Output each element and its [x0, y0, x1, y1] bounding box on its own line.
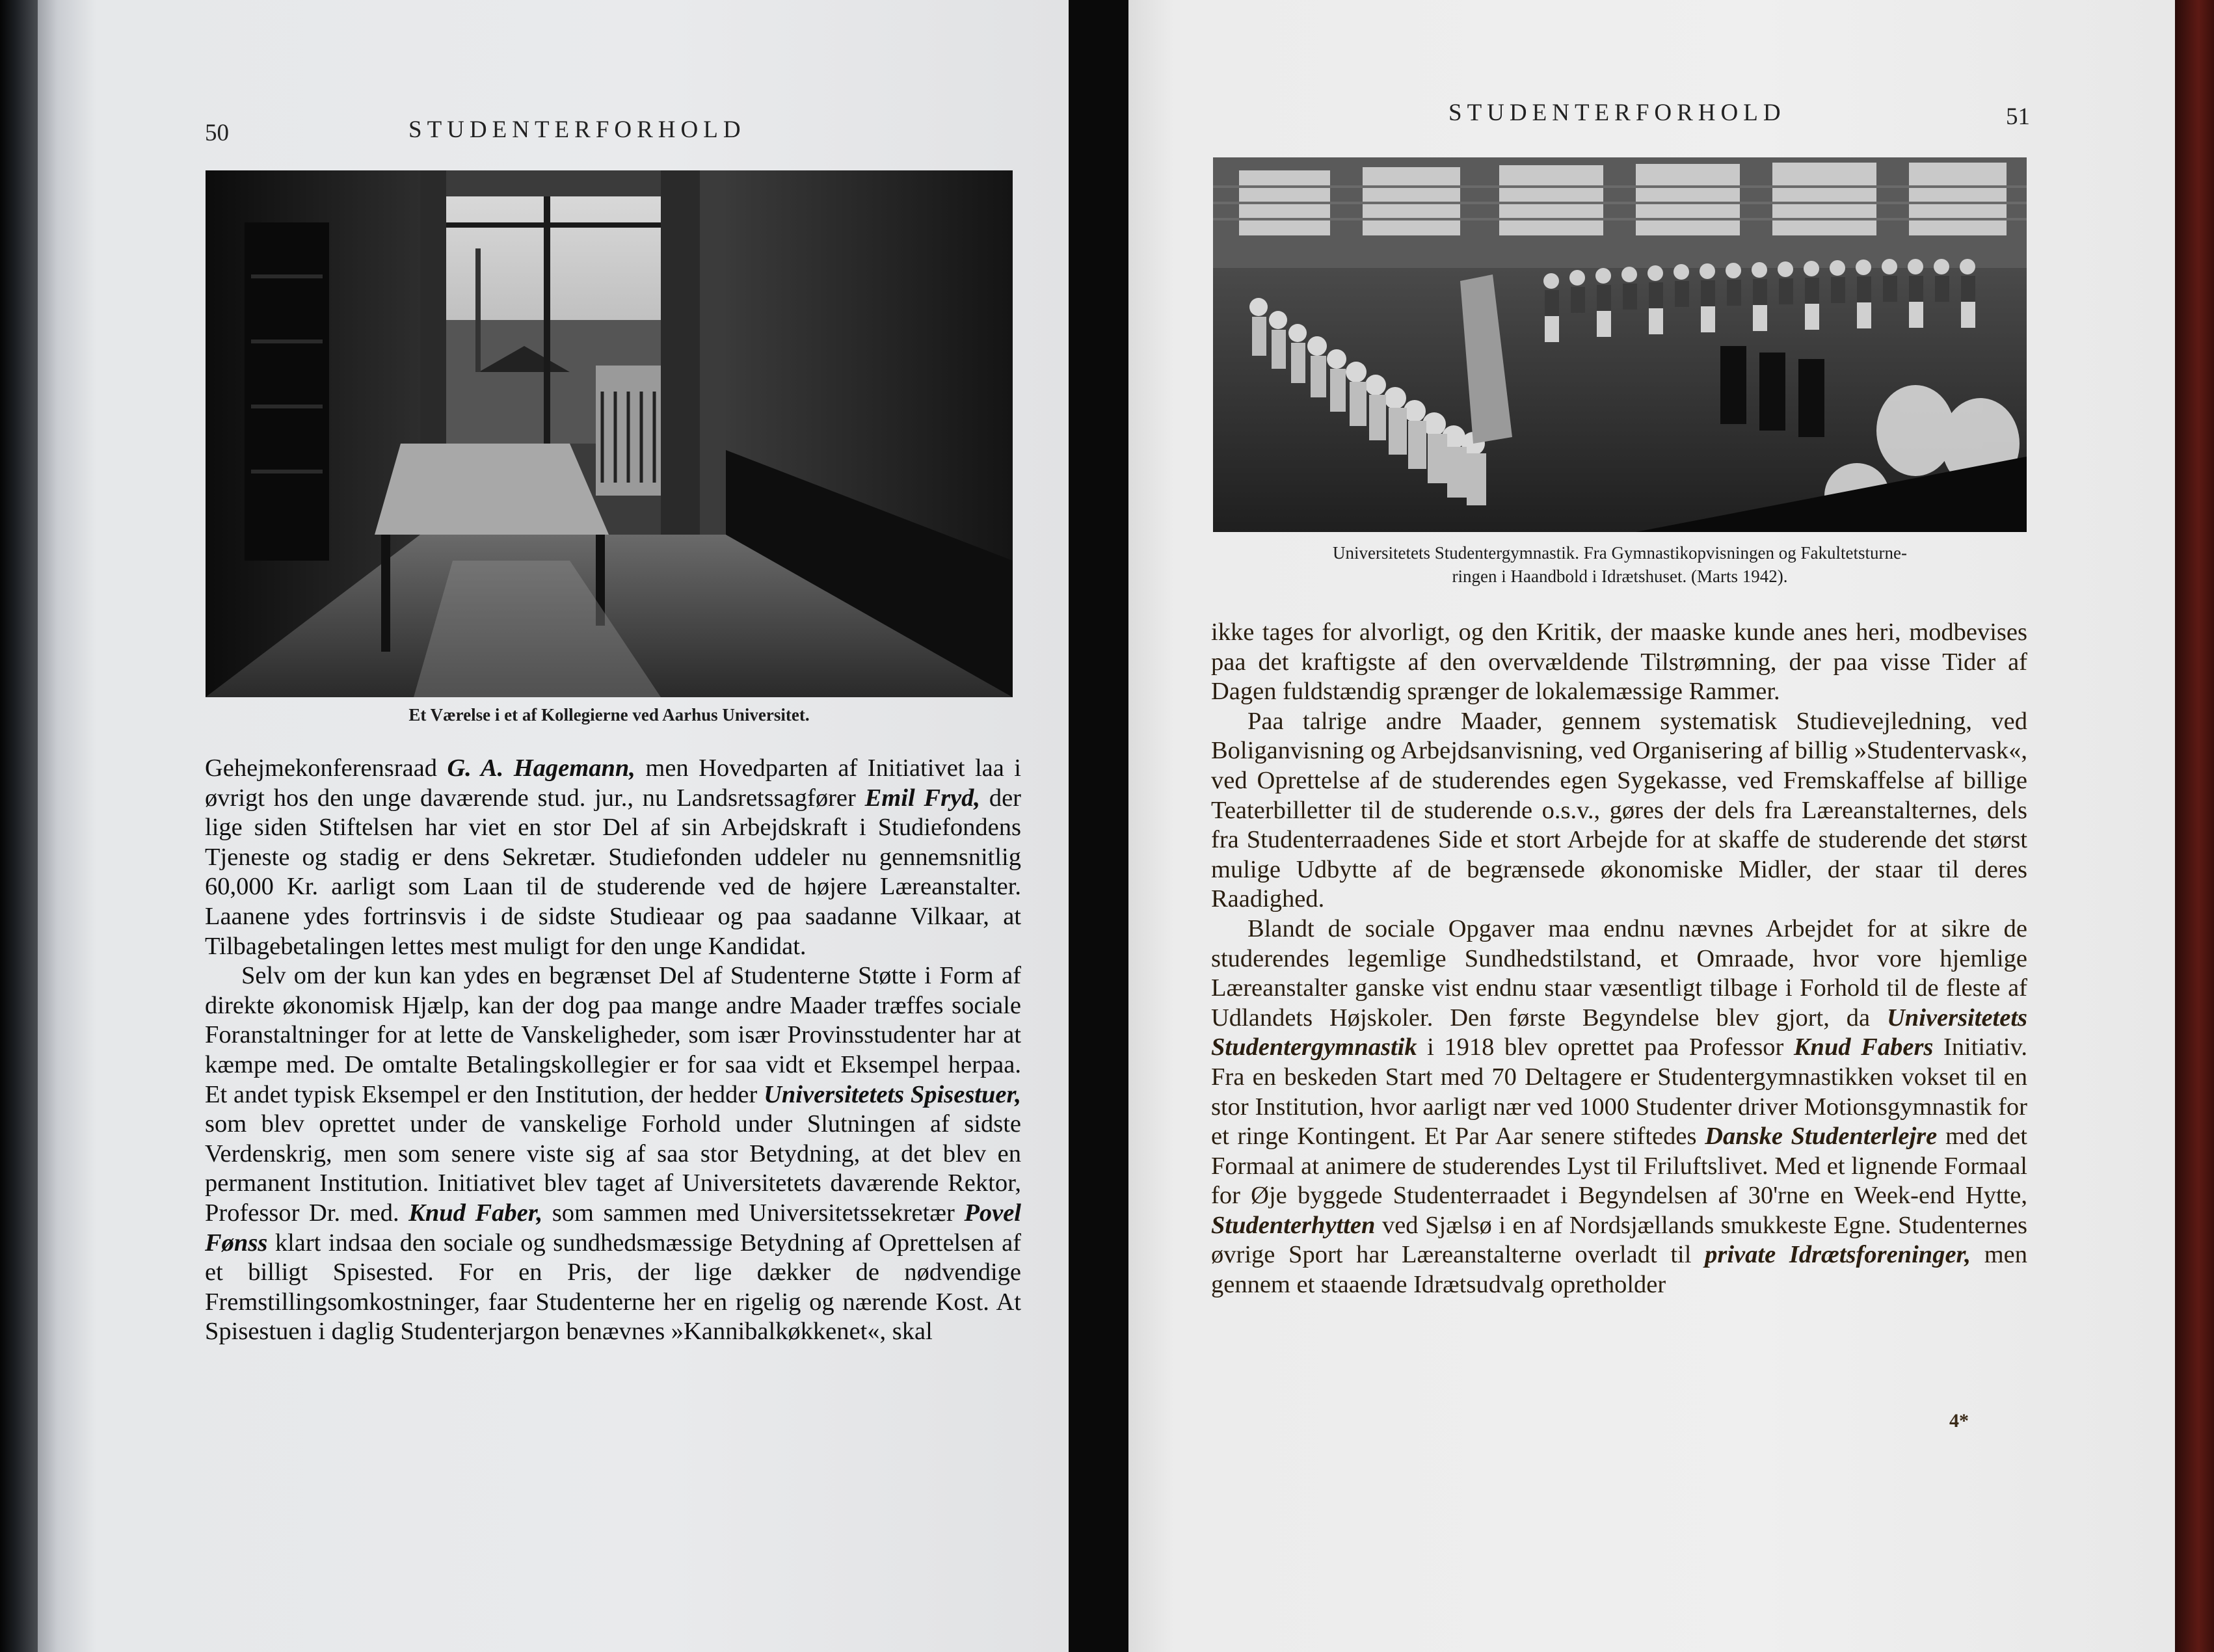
text-run: klart indsaa den sociale og sundhedsmæssige Betydning af Oprettelsen af et billigt Spisested. For en Pris, der lige dækker de nødvendige Fremstillingsomkostninger, faar Studenterne her en rigelig og nærende Kost. At Spisestuen i daglig Studenterjargon benævnes »Kannibalkøkkenet«, skal — [205, 1229, 1021, 1346]
text-run: Selv om der kun kan ydes en begrænset Del af Studenterne Støtte i Form af direkte økonomisk Hjælp, kan der dog paa mange andre Maader træffes sociale Foranstaltninger for at lette de Vanskeligheder, som især Provinsstudenter har at kæmpe med. De omtalte Betalingskollegier er for saa vidt et Eksempel herpaa. Et andet typisk Eksempel er den Institution, der hedder — [205, 962, 1021, 1108]
book-binding-left — [0, 0, 38, 1652]
text-run: der lige siden Stiftelsen har viet en stor Del af sin Arbejdskraft i Studiefondens Tjeneste og stadig er dens Sekretær. Studiefonden uddeler nu gennemsnitlig 60,000 Kr. aarligt som Laan til de studerende ved de højere Læreanstalter. Laanene ydes fortrinsvis i de sidste Studieaar og paa saadanne Vilkaar, at Tilbagebetalingen lettes mest muligt for den unge Kandidat. — [205, 784, 1021, 960]
body-paragraph — [205, 961, 1021, 1347]
gymnastics-photo — [1213, 157, 2027, 532]
body-paragraph — [1211, 618, 2027, 707]
text-run: som sammen med Universitetssekretær — [542, 1199, 965, 1227]
body-paragraph — [1211, 914, 2027, 1300]
signature-mark: 4* — [1949, 1410, 1969, 1432]
emphasis-text: Danske Studenterlejre — [1705, 1123, 1938, 1151]
dormitory-room-photo — [206, 170, 1013, 697]
page-number: 51 — [2006, 103, 2030, 130]
figure-caption: Et Værelse i et af Kollegierne ved Aarhus Universitet. — [408, 705, 810, 725]
book-edge-right — [2175, 0, 2214, 1652]
left-body-text — [205, 754, 1021, 1347]
text-run: med det Formaal at animere de studerendes Lyst til Friluftslivet. Med et lignende Formaal for Øje byggede Studenterraadet i Begyndelsen af 30'rne en Week-end Hytte, — [1211, 1123, 2027, 1210]
figure-caption-line-1: Universitetets Studentergymnastik. Fra Gymnastikopvisningen og Fakultetsturne- — [1333, 543, 1907, 563]
right-body-text — [1211, 618, 2027, 1300]
text-run: ved Sjælsø i en af Nordsjællands smukkeste Egne. Studenternes øvrige Sport har Læreanstalterne overladt til — [1211, 1211, 2027, 1269]
left-page — [38, 0, 1069, 1652]
text-run: som blev oprettet under de vanskelige Forhold under Slutningen af sidste Verdenskrig, men som senere viste sig af saa stor Betydning, at det blev en permanent Institution. Initiativet blev taget af Universitetets daværende Rektor, Professor Dr. med. — [205, 1110, 1021, 1227]
emphasis-text: Universitetets Studentergymnastik — [1211, 1004, 2027, 1061]
text-run: men gennem et staaende Idrætsudvalg opretholder — [1211, 1241, 2027, 1299]
emphasis-text: Povel Fønss — [205, 1199, 1021, 1257]
emphasis-text: private Idrætsforeninger, — [1705, 1241, 1971, 1269]
text-run: ikke tages for alvorligt, og den Kritik, der maaske kunde anes heri, modbevises paa det kraftigste af den overvældende Tilstrømning, der paa visse Tider af Dagen fuldstændig sprænger de lokalemæssige Rammer. — [1211, 619, 2027, 706]
page-number: 50 — [205, 120, 229, 146]
text-run: i 1918 blev oprettet paa Professor — [1417, 1033, 1794, 1061]
text-run: men Hovedparten af Initiativet laa i øvrigt hos den unge daværende stud. jur., nu Landsretssagfører — [205, 754, 1021, 812]
emphasis-text: Knud Fabers — [1793, 1033, 1934, 1061]
right-page — [1128, 0, 2175, 1652]
emphasis-text: Studenterhytten — [1211, 1211, 1376, 1239]
gymnastics-hall-image — [1213, 157, 2027, 532]
emphasis-text: Universitetets Spisestuer, — [764, 1080, 1021, 1108]
emphasis-text: G. A. Hagemann, — [447, 754, 635, 782]
text-run: Blandt de sociale Opgaver maa endnu nævnes Arbejdet for at sikre de studerendes legemlige Sundhedstilstand, et Omraade, hvor vore hjemlige Læreanstalter ganske vist endnu staar væsentligt tilbage i Forhold til de fleste af Udlandets Højskoler. Den første Begyndelse blev gjort, da — [1211, 914, 2027, 1032]
text-run: Initiativ. Fra en beskeden Start med 70 Deltagere er Studentergymnastikken vokset til en stor Institution, hvor aarligt nær ved 1000 Studenter driver Motionsgymnastik for et ringe Kontingent. Et Par Aar senere stiftedes — [1211, 1033, 2027, 1151]
text-run: Gehejmekonferensraad — [205, 754, 447, 782]
emphasis-text: Emil Fryd, — [864, 784, 981, 812]
figure-caption-line-2: ringen i Haandbold i Idrætshuset. (Marts 1942). — [1452, 566, 1788, 586]
running-head: STUDENTERFORHOLD — [408, 116, 746, 143]
body-paragraph — [1211, 707, 2027, 914]
figure-caption — [1213, 541, 2027, 588]
running-head: STUDENTERFORHOLD — [1448, 100, 1786, 126]
emphasis-text: Knud Faber, — [408, 1199, 543, 1227]
dormitory-room-image — [206, 170, 1013, 697]
body-paragraph — [205, 754, 1021, 961]
text-run: Paa talrige andre Maader, gennem systematisk Studievejledning, ved Boliganvisning og Arbejdsanvisning, ved Organisering af billig »Studentervask«, ved Oprettelse af de studerendes egen Sygekasse, ved Fremskaffelse af billige Teaterbilletter til de studerende o.s.v., gøres der dels fra Læreanstalternes, dels fra Studenterraadenes Side et stort Arbejde for at skaffe de studerende det størst mulige Udbytte af de begrænsede økonomiske Midler, der staar til deres Raadighed. — [1211, 707, 2027, 913]
